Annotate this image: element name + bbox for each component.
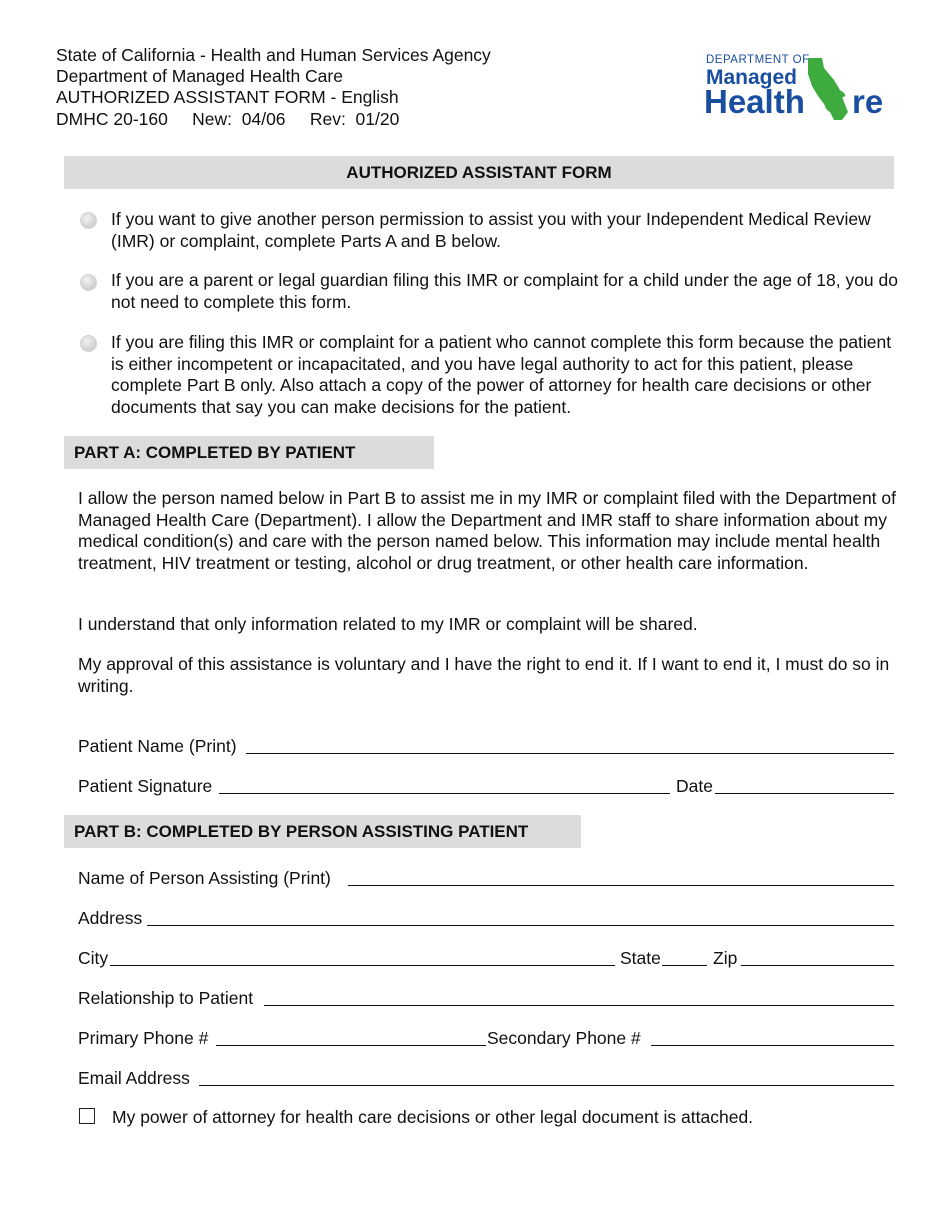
form-title-bar (64, 156, 894, 189)
form-title: AUTHORIZED ASSISTANT FORM (346, 162, 612, 182)
header-agency: State of California - Health and Human Services Agency (56, 45, 491, 65)
email-field[interactable] (199, 1084, 894, 1086)
part-b-heading-bar (64, 815, 581, 848)
intro-item-1: If you want to give another person permission to assist you with your Independent Medical Review (IMR) or complaint, complete Parts A and B below. (111, 209, 871, 251)
city-field[interactable] (110, 964, 615, 966)
patient-name-label: Patient Name (Print) (78, 736, 237, 756)
logo-department-of: DEPARTMENT OF (706, 54, 810, 66)
patient-name-field[interactable] (246, 752, 894, 754)
primary-phone-field[interactable] (216, 1044, 486, 1046)
header-form-name: AUTHORIZED ASSISTANT FORM - English (56, 87, 399, 107)
patient-signature-label: Patient Signature (78, 776, 213, 796)
state-label: State (620, 948, 661, 968)
bullet-icon (80, 212, 97, 229)
intro-item-2: If you are a parent or legal guardian filing this IMR or complaint for a child under the age of 18, you do not need to complete this form. (111, 270, 898, 312)
secondary-phone-label: Secondary Phone # (487, 1028, 641, 1048)
date-field[interactable] (715, 792, 894, 794)
email-label: Email Address (78, 1068, 190, 1088)
header-form-number: DMHC 20-160 New: 04/06 Rev: 01/20 (56, 109, 400, 129)
part-a-voluntary-paragraph: My approval of this assistance is voluntary and I have the right to end it. If I want to end it, I must do so in writing. (78, 654, 890, 696)
patient-signature-field[interactable] (219, 792, 670, 794)
zip-field[interactable] (741, 964, 894, 966)
part-b-heading: PART B: COMPLETED BY PERSON ASSISTING PATIENT (74, 821, 529, 841)
part-a-consent-paragraph: I allow the person named below in Part B to assist me in my IMR or complaint filed with the Department of Managed Health Care (Department). I allow the Department and IMR staff to share information about my medical condition(s) and care with the person named below. This information may include mental health treatment, HIV treatment or testing, alcohol or drug treatment, or other health care information. (78, 488, 896, 573)
attachment-checkbox[interactable] (79, 1108, 95, 1124)
bullet-icon (80, 274, 97, 291)
primary-phone-label: Primary Phone # (78, 1028, 209, 1048)
address-field[interactable] (147, 924, 894, 926)
secondary-phone-field[interactable] (651, 1044, 894, 1046)
assistant-name-label: Name of Person Assisting (Print) (78, 868, 331, 888)
relationship-field[interactable] (264, 1004, 894, 1006)
logo-care-re: re (852, 83, 884, 120)
logo-managed: Managed (706, 66, 798, 89)
logo-care-c: C (823, 83, 847, 120)
part-a-heading-bar (64, 436, 434, 469)
dmhc-logo (700, 50, 900, 130)
intro-item-3: If you are filing this IMR or complaint for a patient who cannot complete this form because the patient is either incompetent or incapacitated, and you have legal authority to act for this patient, please complete Part B only. Also attach a copy of the power of attorney for health care decisions or other documents that say you can make decisions for the patient. (111, 332, 892, 417)
city-label: City (78, 948, 109, 968)
date-label: Date (676, 776, 713, 796)
zip-label: Zip (713, 948, 738, 968)
logo-health: Health (704, 83, 805, 120)
assistant-name-field[interactable] (348, 884, 894, 886)
part-a-shared-info-paragraph: I understand that only information related to my IMR or complaint will be shared. (78, 614, 698, 634)
part-a-heading: PART A: COMPLETED BY PATIENT (74, 442, 356, 462)
bullet-icon (80, 335, 97, 352)
address-label: Address (78, 908, 143, 928)
state-field[interactable] (662, 964, 707, 966)
header-department: Department of Managed Health Care (56, 66, 343, 86)
relationship-label: Relationship to Patient (78, 988, 254, 1008)
attachment-checkbox-label: My power of attorney for health care decisions or other legal document is attached. (112, 1107, 754, 1127)
